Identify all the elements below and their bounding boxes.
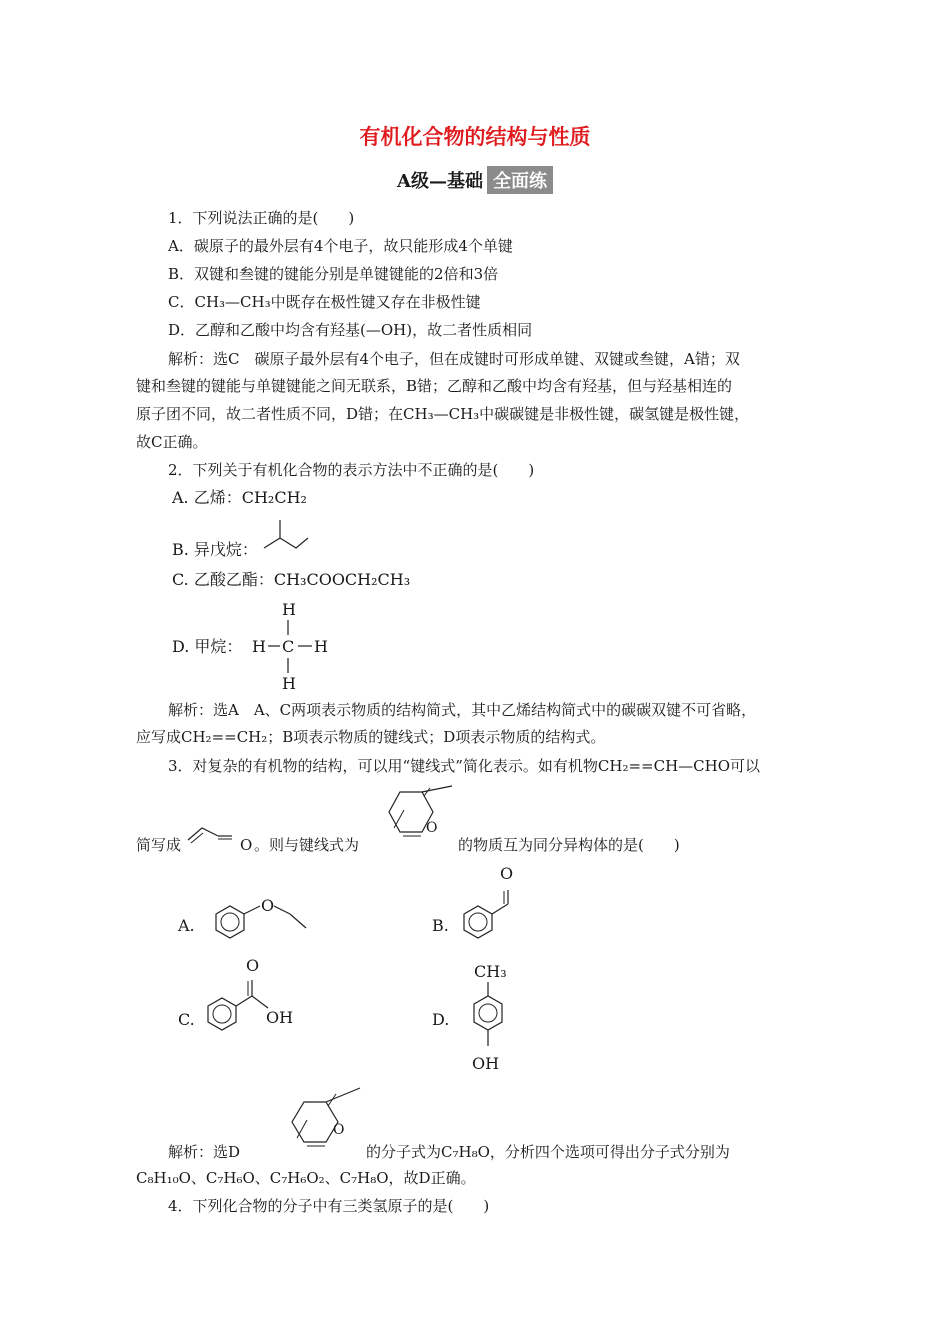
methane-c: C <box>282 637 295 656</box>
q1-option-d: D．乙醇和乙酸中均含有羟基(—OH)，故二者性质相同 <box>168 321 533 339</box>
methane-h-left: H <box>252 637 266 656</box>
option-d-oh-label: OH <box>472 1054 500 1073</box>
level-prefix: A级— <box>397 171 447 192</box>
methane-h-bottom: H <box>282 674 296 693</box>
pyran-o-label: O <box>426 820 438 836</box>
q3-line2-part1: 简写成 <box>136 836 182 854</box>
option-a-o-label: O <box>261 896 275 915</box>
pyran-skeleton-icon <box>378 784 458 852</box>
q3-analysis-part1: 解析：选D <box>168 1143 241 1161</box>
q2-stem: 2．下列关于有机化合物的表示方法中不正确的是( ) <box>168 461 535 479</box>
q1-option-c: C．CH₃—CH₃中既存在极性键又存在非极性键 <box>168 293 481 311</box>
level-heading <box>0 166 950 194</box>
q2-analysis-line-1: 解析：选A A、C两项表示物质的结构简式，其中乙烯结构简式中的碳碳双键不可省略， <box>168 701 757 719</box>
option-c-o-label: O <box>246 956 260 975</box>
q2-option-a: A. 乙烯：CH₂CH₂ <box>172 488 307 507</box>
option-b-o-label: O <box>500 864 514 883</box>
q3-option-b-label: B. <box>432 916 449 935</box>
pyran-o-label-2: O <box>333 1122 345 1138</box>
q3-line2-part2: 。则与键线式为 <box>254 836 360 854</box>
acrolein-skeleton-icon <box>188 824 236 844</box>
methane-h-right: H <box>314 637 328 656</box>
pyran-skeleton-icon <box>284 1084 364 1158</box>
q3-line2-part3: 的物质互为同分异构体的是( ) <box>458 836 680 854</box>
methane-bonds-icon <box>262 618 322 678</box>
level-badge: 全面练 <box>487 166 553 194</box>
q1-option-b: B．双键和叁键的键能分别是单键键能的2倍和3倍 <box>168 265 499 283</box>
acrolein-o-label: O <box>240 836 253 854</box>
q3-option-d-label: D. <box>432 1010 450 1029</box>
q3-analysis-part2: 的分子式为C₇H₈O，分析四个选项可得出分子式分别为 <box>366 1143 730 1161</box>
benzaldehyde-icon <box>458 886 528 946</box>
q1-analysis-line-4: 故C正确。 <box>136 433 208 451</box>
q3-option-a-label: A. <box>178 916 195 935</box>
option-c-oh-label: OH <box>266 1008 294 1027</box>
q4-stem: 4．下列化合物的分子中有三类氢原子的是( ) <box>168 1197 490 1215</box>
q1-analysis-line-2: 键和叁键的键能与单键键能之间无联系，B错；乙醇和乙酸中均含有羟基，但与羟基相连的 <box>136 377 733 395</box>
page-title: 有机化合物的结构与性质 <box>359 124 591 149</box>
q2-option-d: D. 甲烷： <box>172 637 243 656</box>
q2-analysis-line-2: 应写成CH₂==CH₂；B项表示物质的键线式；D项表示物质的结构式。 <box>136 728 606 746</box>
level-text: 基础 <box>446 171 483 192</box>
q3-stem: 3．对复杂的有机物的结构，可以用“键线式”简化表示。如有机物CH₂==CH—CHO可以 <box>168 757 761 775</box>
q1-option-a: A．碳原子的最外层有4个电子，故只能形成4个单键 <box>168 237 513 255</box>
q1-analysis-line-1: 解析：选C 碳原子最外层有4个电子，但在成键时可形成单键、双键或叁键，A错；双 <box>168 350 740 368</box>
q1-analysis-line-3: 原子团不同，故二者性质不同，D错；在CH₃—CH₃中碳碳键是非极性键，碳氢键是极性键， <box>136 405 750 423</box>
q2-option-c: C. 乙酸乙酯：CH₃COOCH₂CH₃ <box>172 570 411 589</box>
isopentane-skeleton-icon <box>262 518 312 552</box>
methane-h-top: H <box>282 600 296 619</box>
q1-stem: 1．下列说法正确的是( ) <box>168 209 355 227</box>
p-cresol-icon <box>458 980 518 1056</box>
option-d-ch3-label: CH₃ <box>474 962 507 981</box>
q2-option-b: B. 异戊烷： <box>172 540 258 559</box>
q3-analysis-line-2: C₈H₁₀O、C₇H₆O、C₇H₆O₂、C₇H₈O，故D正确。 <box>136 1169 476 1187</box>
q3-option-c-label: C. <box>178 1010 195 1029</box>
